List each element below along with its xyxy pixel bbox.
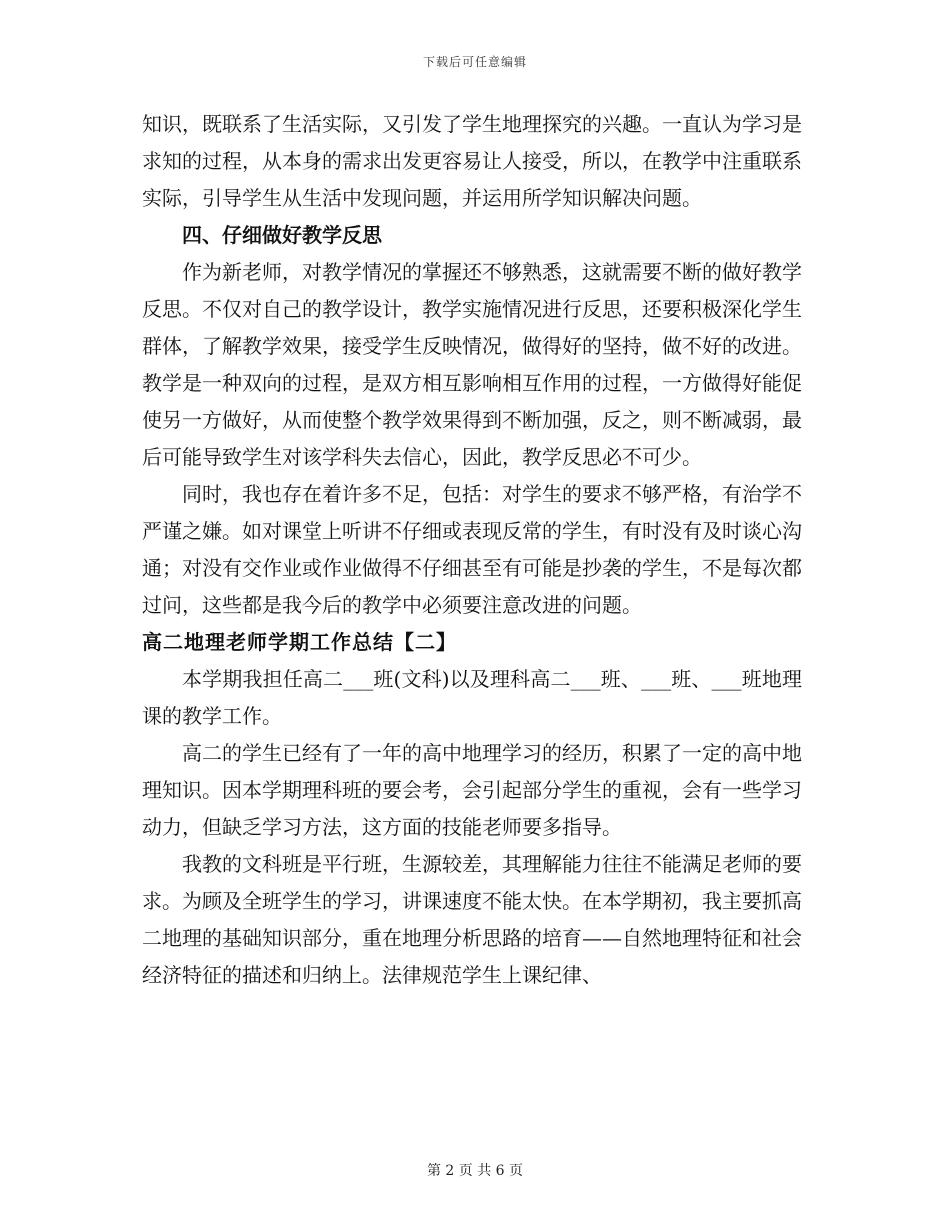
paragraph-2: 作为新老师，对教学情况的掌握还不够熟悉，这就需要不断的做好教学反思。不仅对自己的教学设计，教学实施情况进行反思，还要积极深化学生群体，了解教学效果，接受学生反映情况，做得好的坚持，做不好的改进。教学是一种双向的过程，是双方相互影响相互作用的过程，一方做得好能促使另一方做好，从而使整个教学效果得到不断加强，反之，则不断减弱，最后可能导致学生对该学科失去信心，因此，教学反思必不可少。 bbox=[142, 260, 802, 469]
paragraph-5: 高二的学生已经有了一年的高中地理学习的经历，积累了一定的高中地理知识。因本学期理科班的要会考，会引起部分学生的重视，会有一些学习动力，但缺乏学习方法，这方面的技能老师要多指导。 bbox=[142, 741, 802, 839]
page-footer: 第 2 页 共 6 页 bbox=[426, 1163, 524, 1179]
page-header: 下载后可任意编辑 bbox=[422, 55, 527, 69]
section-heading-4: 四、仔细做好教学反思 bbox=[182, 223, 382, 247]
paragraph-6: 我教的文科班是平行班，生源较差，其理解能力往往不能满足老师的要求。为顾及全班学生的学习，讲课速度不能太快。在本学期初，我主要抓高二地理的基础知识部分，重在地理分析思路的培育——自然地理特征和社会经济特征的描述和归纳上。法律规范学生上课纪律、 bbox=[142, 852, 802, 987]
document-body bbox=[142, 106, 802, 994]
section-title: 高二地理老师学期工作总结【二】 bbox=[142, 630, 457, 654]
paragraph-4: 本学期我担任高二___班(文科)以及理科高二___班、___班、___班地理课的教学工作。 bbox=[142, 667, 802, 728]
paragraph-3: 同时，我也存在着许多不足，包括：对学生的要求不够严格，有治学不严谨之嫌。如对课堂上听讲不仔细或表现反常的学生，有时没有及时谈心沟通；对没有交作业或作业做得不仔细甚至有可能是抄袭的学生，不是每次都过问，这些都是我今后的教学中必须要注意改进的问题。 bbox=[142, 482, 802, 617]
paragraph-1: 知识，既联系了生活实际，又引发了学生地理探究的兴趣。一直认为学习是求知的过程，从本身的需求出发更容易让人接受，所以，在教学中注重联系实际，引导学生从生活中发现问题，并运用所学知识解决问题。 bbox=[142, 112, 802, 210]
